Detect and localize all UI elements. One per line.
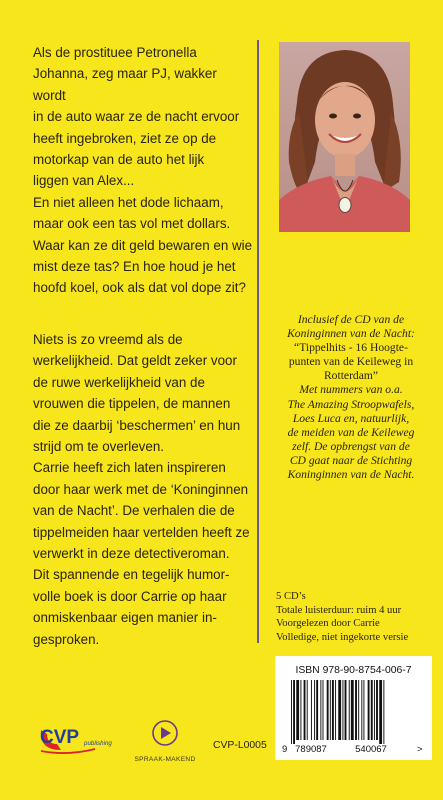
- cd-info-line: Met nummers van o.a.: [299, 383, 403, 397]
- blurb-line: strijd om te overleven.: [33, 438, 164, 454]
- blurb-line: gesproken.: [33, 631, 100, 647]
- barcode-bar: [300, 680, 301, 740]
- barcode-graphic: [279, 678, 429, 756]
- blurb-line: Johanna, zeg maar PJ, wakker wordt: [33, 66, 217, 103]
- catalog-code: CVP-L0005: [213, 740, 267, 751]
- cd-detail-line: Volledige, niet ingekorte versie: [276, 631, 409, 643]
- barcode-bar: [355, 680, 357, 740]
- barcode-digits-right: 540067: [355, 744, 387, 755]
- barcode-bar: [349, 680, 350, 740]
- blurb-line: werkelijkheid. Dat geldt zeker voor: [33, 353, 237, 369]
- barcode-bar: [314, 680, 315, 740]
- blurb-line: liggen van Alex...: [33, 173, 135, 189]
- blurb-line: Niets is zo vreemd als de: [33, 331, 183, 347]
- cd-info-line: zelf. De opbrengst van de: [292, 439, 410, 453]
- barcode-bar: [342, 680, 343, 740]
- cd-info-line: “Tippelhits - 16 Hoogte-: [294, 341, 408, 355]
- barcode-bar: [363, 680, 364, 740]
- isbn-barcode: [275, 656, 432, 760]
- cd-info-line: Inclusief de CD van de: [297, 313, 405, 326]
- barcode-bar: [327, 680, 329, 740]
- barcode-bar: [371, 680, 373, 740]
- barcode-bar: [293, 680, 295, 744]
- cd-detail-line: Voorgelezen door Carrie: [276, 618, 380, 630]
- barcode-bar: [338, 680, 341, 740]
- barcode-bar: [296, 680, 299, 740]
- blurb-line: Dit spannende en tegelijk humor-: [33, 567, 230, 583]
- blurb-paragraph-2: [33, 329, 253, 650]
- blurb-line: de ruwe werkelijkheid van de: [33, 374, 205, 390]
- cd-info: [266, 313, 436, 482]
- spraak-makend-logo: [134, 718, 196, 766]
- blurb-line: Carrie heeft zich laten inspireren: [33, 460, 226, 476]
- blurb-line: En niet alleen het dode lichaam,: [33, 194, 224, 210]
- cvp-logo-text: CVP: [40, 727, 80, 748]
- barcode-bar: [351, 680, 354, 740]
- cd-info-line: Koninginnen van de Nacht.: [287, 468, 415, 482]
- barcode-trailing-mark: >: [417, 744, 423, 755]
- blurb-line: Als de prostituee Petronella: [33, 45, 197, 60]
- blurb-line: onmiskenbaar eigen manier in-: [33, 610, 217, 626]
- vertical-divider: [257, 40, 259, 643]
- cvp-logo-subtext: publishing: [84, 740, 112, 747]
- cd-info-line: CD gaat naar de Stichting: [289, 453, 413, 467]
- barcode-bar: [320, 680, 321, 740]
- blurb-line: maar ook een tas vol met dollars.: [33, 216, 231, 232]
- author-photo: [279, 42, 410, 232]
- cd-info-line: punten van de Keileweg in: [288, 355, 414, 369]
- blurb-line: door haar werk met de ‘Koninginnen: [33, 481, 249, 497]
- blurb-line: motorkap van de auto het lijk: [33, 152, 205, 168]
- barcode-bar: [368, 680, 370, 740]
- barcode-bar: [330, 680, 331, 740]
- barcode-bar: [332, 680, 334, 740]
- blurb-paragraph-1: [33, 42, 253, 299]
- cvp-publishing-logo: [37, 720, 117, 760]
- barcode-digit-prefix: 9: [282, 744, 288, 755]
- blurb-line: verwerkt in deze detectiveroman.: [33, 545, 230, 561]
- blurb-line: hoofd koel, ook als dat vol dope zit?: [33, 280, 246, 296]
- cd-details: [276, 590, 441, 644]
- blurb-line: tippelmeiden haar vertelden heeft ze: [33, 524, 250, 540]
- blurb-line: vrouwen die tippelen, de mannen: [33, 396, 231, 412]
- barcode-bar: [335, 680, 336, 740]
- play-icon: [161, 727, 171, 739]
- cd-detail-line: Totale luisterduur: ruim 4 uur: [276, 604, 402, 616]
- blurb-line: van de Nacht’. De verhalen die de: [33, 503, 235, 519]
- cd-info-line: The Amazing Stroopwafels,: [287, 397, 415, 411]
- blurb-line: mist deze tas? En hoe houd je het: [33, 259, 236, 275]
- spraak-makend-label: SPRAAK-MAKEND: [134, 756, 196, 763]
- back-cover-blurb: [33, 42, 253, 650]
- barcode-bar: [379, 680, 382, 744]
- barcode-bar: [316, 680, 318, 740]
- barcode-bar: [361, 680, 362, 740]
- barcode-bar: [304, 680, 306, 740]
- barcode-bar: [358, 680, 359, 740]
- barcode-bar: [323, 680, 324, 740]
- barcode-bar: [376, 680, 378, 740]
- barcode-bar: [311, 680, 312, 740]
- cd-detail-line: 5 CD’s: [276, 591, 306, 602]
- isbn-label: ISBN 978-90-8754-006-7: [295, 665, 412, 676]
- cd-info-line: de meiden van de Keileweg: [287, 425, 415, 439]
- barcode-digits-left: 789087: [295, 744, 327, 755]
- barcode-bar: [374, 680, 375, 740]
- barcode-bar: [383, 680, 384, 744]
- blurb-line: die ze daarbij ‘beschermen’ en hun: [33, 417, 241, 433]
- blurb-line: volle boek is door Carrie op haar: [33, 588, 227, 604]
- barcode-bar: [345, 680, 347, 740]
- blurb-line: Waar kan ze dit geld bewaren en wie: [33, 237, 253, 253]
- barcode-bar: [291, 680, 292, 744]
- blurb-line: in de auto waar ze de nacht ervoor: [33, 109, 240, 125]
- cd-info-line: Koninginnen van de Nacht:: [287, 327, 415, 341]
- blurb-line: heeft ingebroken, ziet ze op de: [33, 130, 217, 146]
- cd-info-line: Loes Luca en, natuurlijk,: [292, 411, 410, 425]
- barcode-bar: [307, 680, 308, 740]
- cd-info-line: Rotterdam”: [323, 369, 379, 383]
